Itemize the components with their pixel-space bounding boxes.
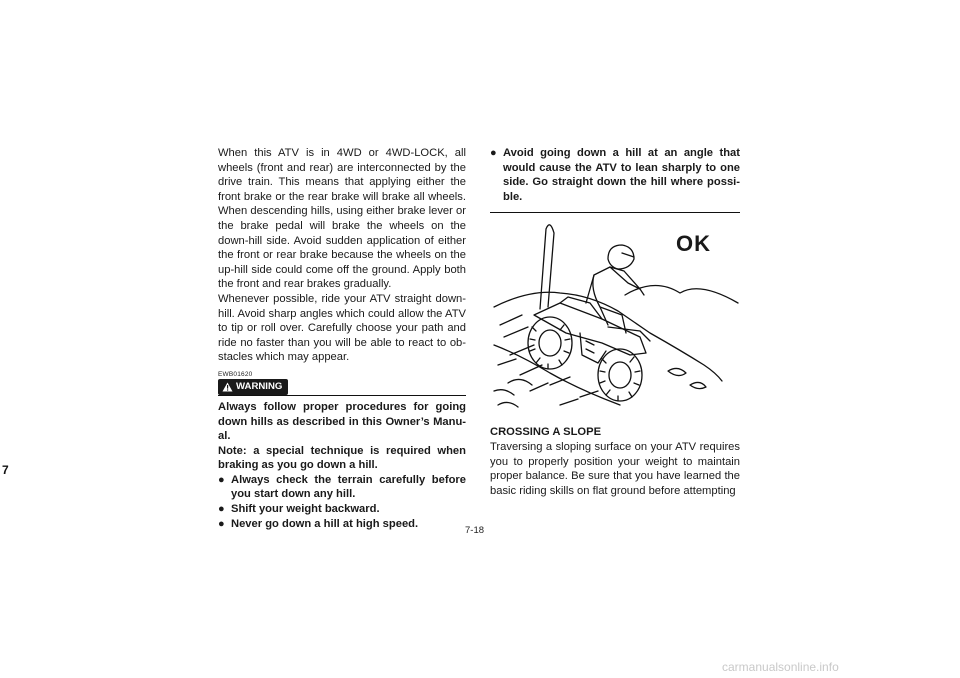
paragraph-ride-straight: Whenever possible, ride your ATV straight down-hill. Avoid sharp angles which could allow the ATV to tip or roll over. Carefully choose your path and ride no faster than you will be able to react to ob-stacles which may appear. bbox=[218, 292, 466, 364]
atv-downhill-illustration bbox=[490, 215, 740, 425]
warning-text-technique: Note: a special technique is required when braking as you go down a hill. bbox=[218, 444, 466, 472]
list-item: ● Always check the terrain carefully before you start down any hill. bbox=[218, 473, 466, 501]
chapter-number: 7 bbox=[2, 463, 9, 477]
page-number: 7-18 bbox=[465, 525, 485, 536]
warning-label: WARNING bbox=[236, 380, 283, 392]
warning-triangle-icon bbox=[222, 382, 233, 392]
chapter-tab bbox=[0, 138, 16, 528]
list-item: ● Shift your weight backward. bbox=[218, 503, 380, 516]
bullet-icon: ● bbox=[218, 517, 225, 530]
divider bbox=[490, 212, 740, 213]
section-heading: CROSSING A SLOPE bbox=[490, 426, 602, 439]
warning-header bbox=[218, 379, 466, 396]
warning-body bbox=[218, 400, 466, 531]
bullet-angle-warning: Avoid going down a hill at an angle that would cause the ATV to lean sharply to one side. Go straight down the hill where possi-ble. bbox=[503, 147, 740, 203]
ok-label: OK bbox=[676, 231, 711, 257]
list-item: ● Never go down a hill at high speed. bbox=[218, 517, 419, 530]
warning-text-procedures: Always follow proper procedures for going down hills as described in this Owner’s Manu-al. bbox=[218, 400, 466, 443]
watermark: carmanualsonline.info bbox=[722, 660, 839, 674]
paragraph-crossing-slope: Traversing a sloping surface on your ATV requires you to properly position your weight to maintain proper balance. Be sure that you have learned the basic riding skills on flat ground before attempting bbox=[490, 440, 740, 497]
bullet-icon: ● bbox=[218, 503, 225, 516]
bullet-icon: ● bbox=[490, 147, 497, 159]
bullet-icon: ● bbox=[218, 473, 225, 486]
warning-badge bbox=[218, 379, 288, 395]
left-column bbox=[218, 146, 466, 531]
right-column bbox=[490, 146, 740, 498]
list-item bbox=[490, 146, 740, 204]
paragraph-4wd-braking: When this ATV is in 4WD or 4WD-LOCK, all wheels (front and rear) are interconnected by the drive train. This means that applying either the front brake or the rear brake will brake all wheels. When descending hills, using either brake lever or the brake pedal will brake the wheels on the down-hill side. Avoid sudden application of either the front or rear brake because the wheels on the up-hill side could come off the ground. Apply both the front and rear brakes gradually. bbox=[218, 147, 466, 291]
warning-code: EWB01620 bbox=[218, 370, 253, 378]
